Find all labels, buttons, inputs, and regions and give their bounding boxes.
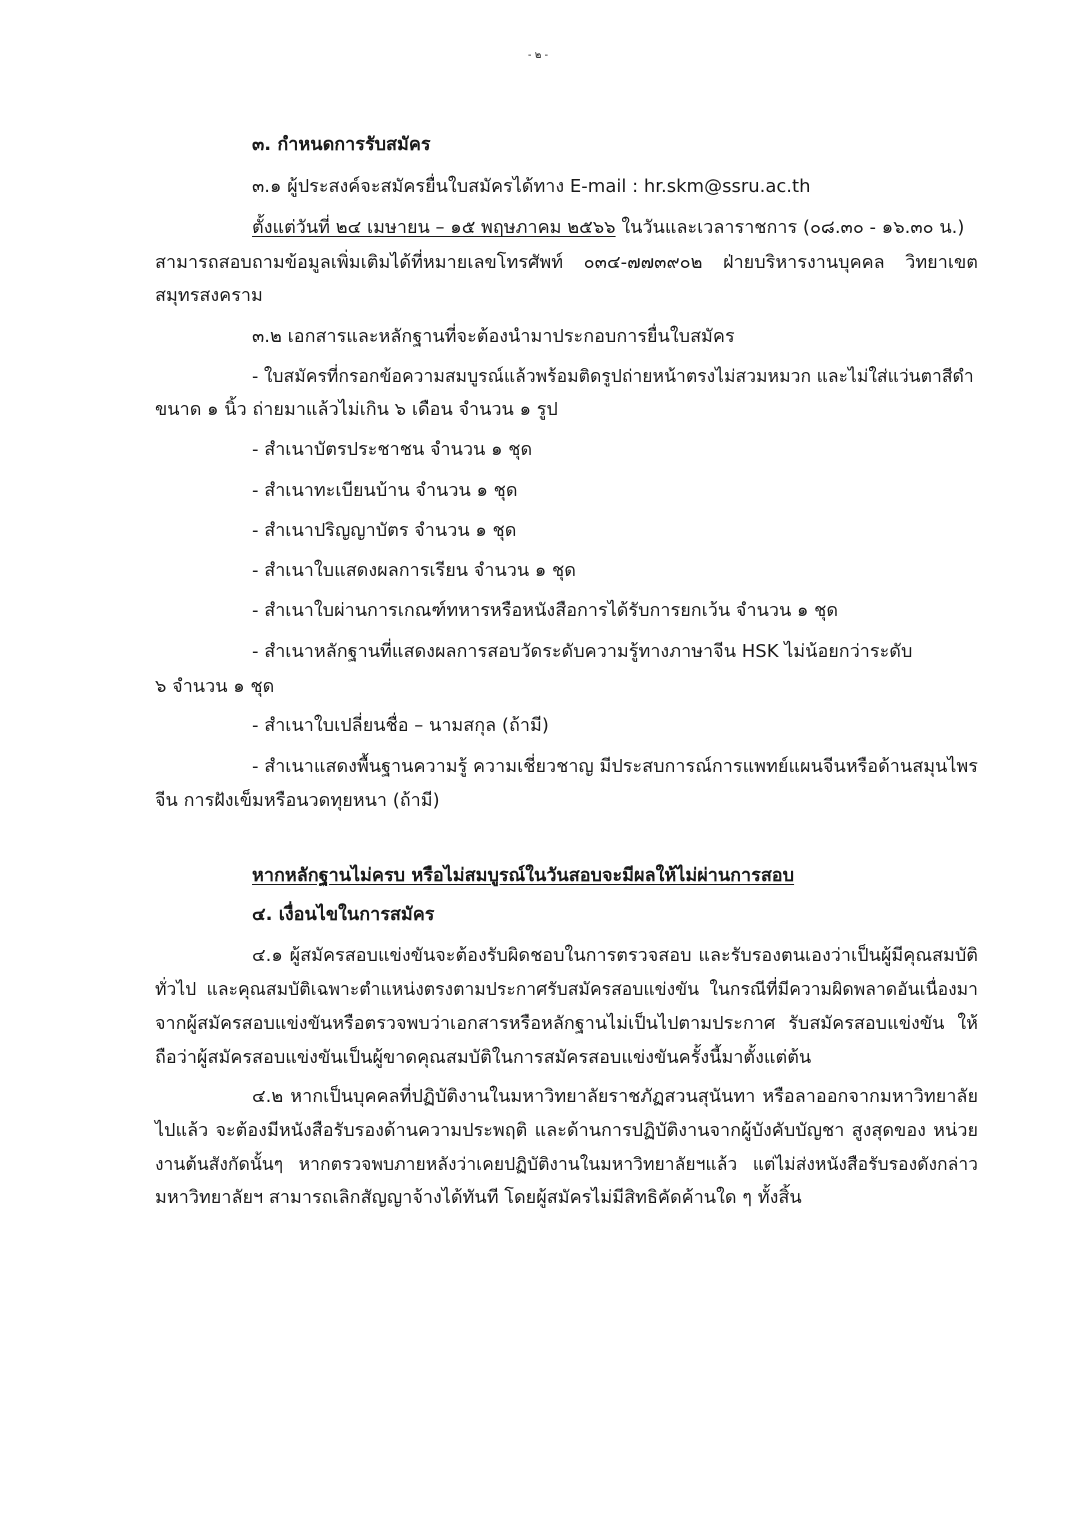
item-3-2: ๓.๒ เอกสารและหลักฐานที่จะต้องนำมาประกอบการยื่นใบสมัคร [252,326,735,347]
required-doc-3: - สำเนาทะเบียนบ้าน จำนวน ๑ ชุด [252,480,518,501]
condition-4-1-line-2: ทั่วไป และคุณสมบัติเฉพาะตำแหน่งตรงตามประกาศรับสมัครสอบแข่งขัน ในกรณีที่มีความผิดพลาดอันเนื่องมา [155,980,978,1000]
required-doc-4: - สำเนาปริญญาบัตร จำนวน ๑ ชุด [252,520,517,541]
page-number: - ๒ - [527,50,549,61]
section-4-heading: ๔. เงื่อนไขในการสมัคร [252,904,435,925]
required-doc-5: - สำเนาใบแสดงผลการเรียน จำนวน ๑ ชุด [252,560,576,581]
required-doc-1-line-1: - ใบสมัครที่กรอกข้อความสมบูรณ์แล้วพร้อมติดรูปถ่ายหน้าตรงไม่สวมหมวก และไม่ใส่แว่นตาสีดำ [252,367,974,387]
required-doc-9-line-1: - สำเนาแสดงพื้นฐานความรู้ ความเชี่ยวชาญ มีประสบการณ์การแพทย์แผนจีนหรือด้านสมุนไพร [252,756,978,777]
condition-4-2-line-4: มหาวิทยาลัยฯ สามารถเลิกสัญญาจ้างได้ทันที โดยผู้สมัครไม่มีสิทธิคัดค้านใด ๆ ทั้งสิ้น [155,1187,802,1208]
required-doc-1-line-2: ขนาด ๑ นิ้ว ถ่ายมาแล้วไม่เกิน ๖ เดือน จำนวน ๑ รูป [155,399,558,420]
condition-4-2-line-2: ไปแล้ว จะต้องมีหนังสือรับรองด้านความประพฤติ และด้านการปฏิบัติงานจากผู้บังคับบัญชา สูงสุดของ หน่วย [155,1120,978,1141]
incomplete-documents-warning: หากหลักฐานไม่ครบ หรือไม่สมบูรณ์ในวันสอบจะมีผลให้ไม่ผ่านการสอบ [252,865,795,886]
required-doc-6: - สำเนาใบผ่านการเกณฑ์ทหารหรือหนังสือการได้รับการยกเว้น จำนวน ๑ ชุด [252,600,839,621]
required-doc-2: - สำเนาบัตรประชาชน จำนวน ๑ ชุด [252,439,533,460]
required-doc-8: - สำเนาใบเปลี่ยนชื่อ – นามสกุล (ถ้ามี) [252,715,549,736]
condition-4-1-line-4: ถือว่าผู้สมัครสอบแข่งขันเป็นผู้ขาดคุณสมบัติในการสมัครสอบแข่งขันครั้งนี้มาตั้งแต่ต้น [155,1047,812,1068]
required-doc-9-line-2: จีน การฝังเข็มหรือนวดทุยหนา (ถ้ามี) [155,790,440,811]
section-3-heading: ๓. กำหนดการรับสมัคร [252,134,431,155]
office-hours: ในวันและเวลาราชการ (๐๘.๓๐ - ๑๖.๓๐ น.) [615,217,965,238]
contact-line-1: สามารถสอบถามข้อมูลเพิ่มเติมได้ที่หมายเลขโทรศัพท์ ๐๓๔-๗๗๓๙๐๒ ฝ่ายบริหารงานบุคคล วิทยาเขต [155,252,978,273]
condition-4-2-line-3: งานต้นสังกัดนั้นๆ หากตรวจพบภายหลังว่าเคยปฏิบัติงานในมหาวิทยาลัยฯแล้ว แต่ไม่ส่งหนังสือรับรองดังกล่าว [155,1155,978,1175]
application-date-range: ตั้งแต่วันที่ ๒๔ เมษายน – ๑๕ พฤษภาคม ๒๕๖๖ [252,217,616,238]
contact-line-2: สมุทรสงคราม [155,285,263,306]
condition-4-1-line-3: จากผู้สมัครสอบแข่งขันหรือตรวจพบว่าเอกสารหรือหลักฐานไม่เป็นไปตามประกาศ รับสมัครสอบแข่งขัน ให้ [155,1013,978,1034]
required-doc-7-line-2: ๖ จำนวน ๑ ชุด [155,676,275,697]
application-period [252,216,964,240]
item-3-1: ๓.๑ ผู้ประสงค์จะสมัครยื่นใบสมัครได้ทาง E-mail : hr.skm@ssru.ac.th [252,176,811,197]
condition-4-2-line-1: ๔.๒ หากเป็นบุคคลที่ปฏิบัติงานในมหาวิทยาลัยราชภัฏสวนสุนันทา หรือลาออกจากมหาวิทยาลัย [252,1086,978,1107]
condition-4-1-line-1: ๔.๑ ผู้สมัครสอบแข่งขันจะต้องรับผิดชอบในการตรวจสอบ และรับรองตนเองว่าเป็นผู้มีคุณสมบัติ [252,945,978,966]
required-doc-7-line-1: - สำเนาหลักฐานที่แสดงผลการสอบวัดระดับความรู้ทางภาษาจีน HSK ไม่น้อยกว่าระดับ [252,641,913,662]
